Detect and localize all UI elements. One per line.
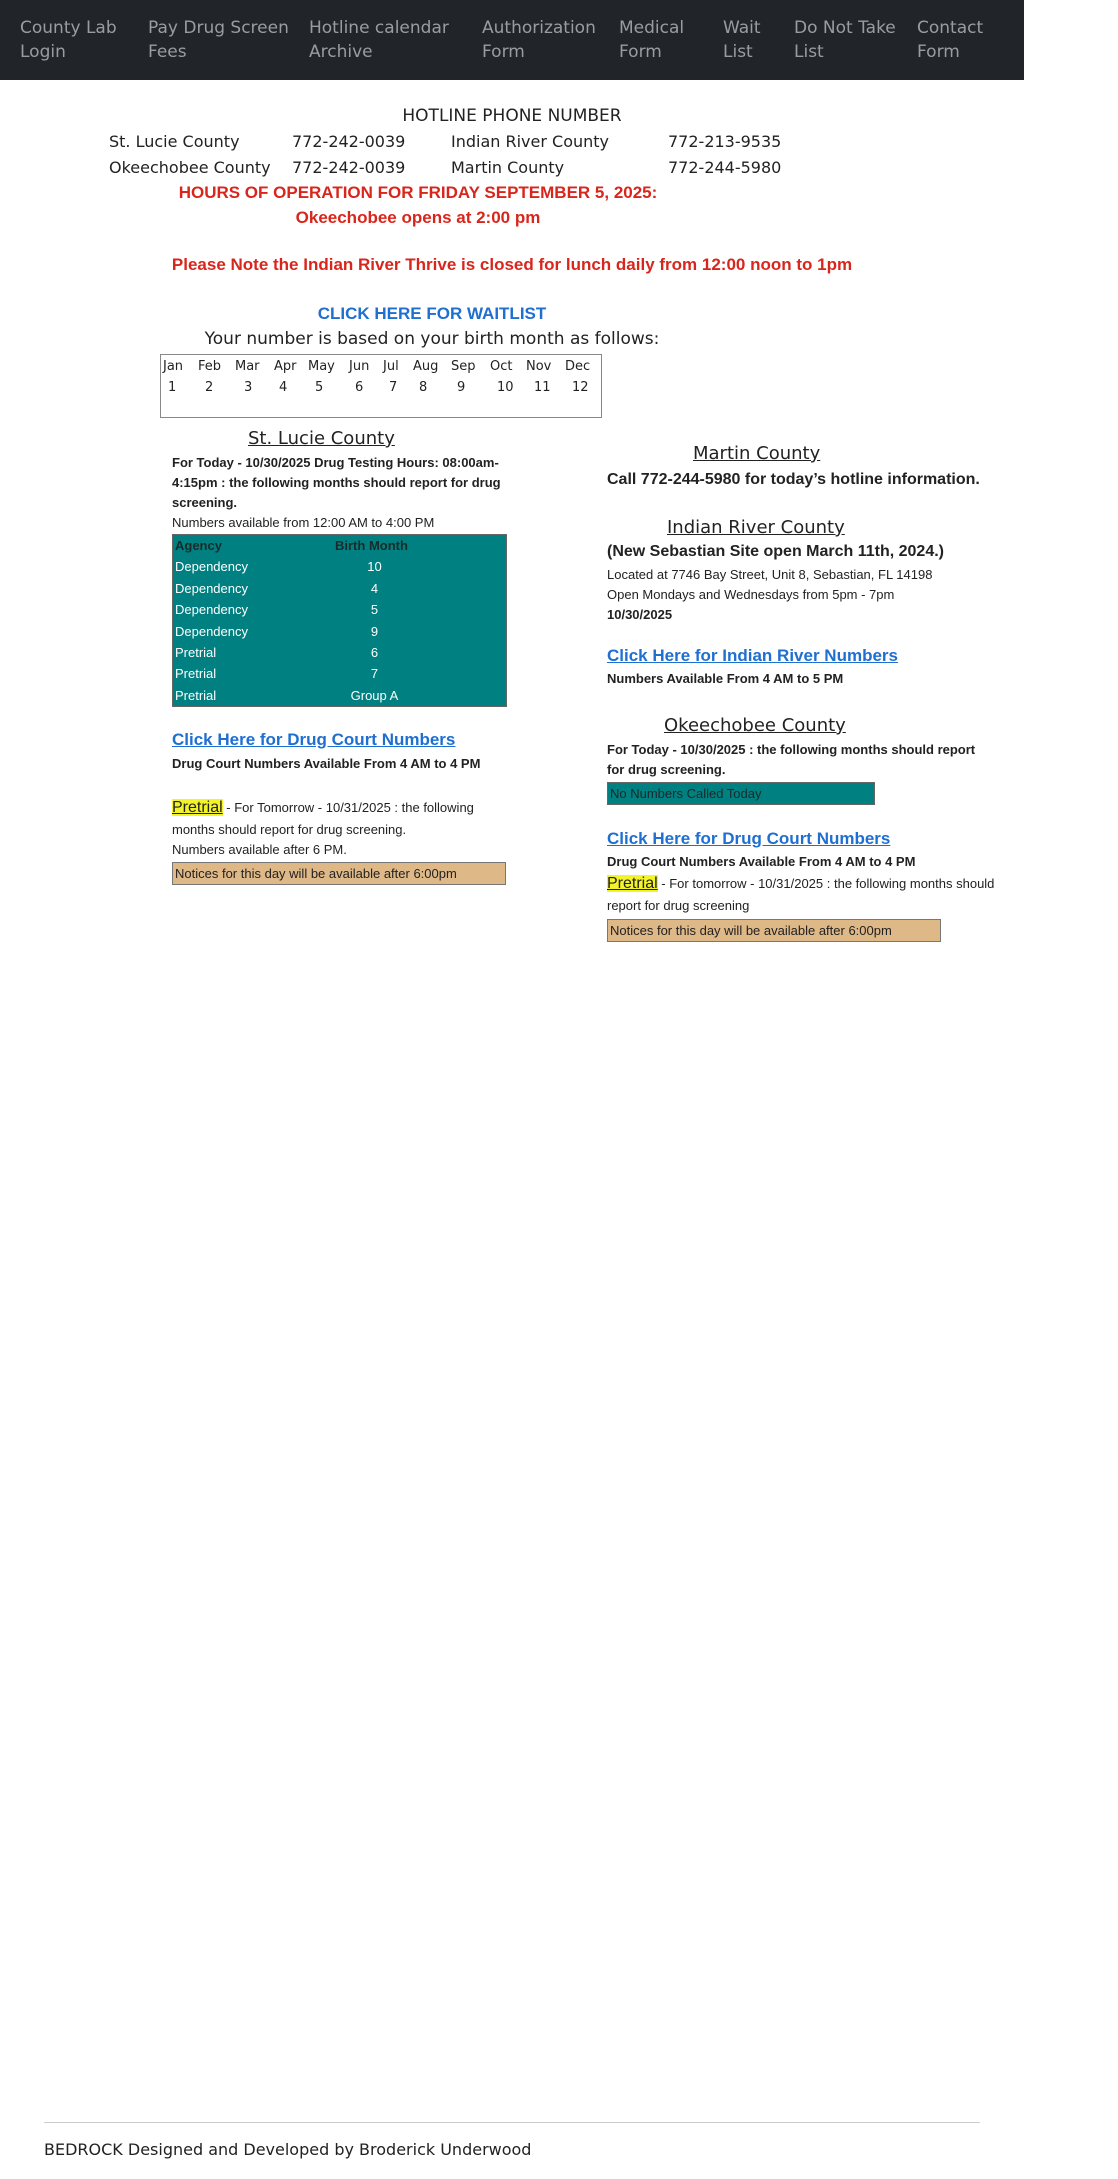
birth-month-table <box>160 354 602 418</box>
indian-river-hours: Open Mondays and Wednesdays from 5pm - 7pm <box>607 587 895 602</box>
nav-pay-drug-screen-fees[interactable]: Pay Drug Screen Fees <box>148 18 289 62</box>
table-cell-agency: Pretrial <box>175 666 217 682</box>
nav-authorization-form[interactable]: Authorization Form <box>482 18 596 62</box>
month-label: Jul <box>383 359 399 374</box>
table-row <box>173 663 506 684</box>
table-header-row <box>173 535 506 556</box>
indian-river-site-note: (New Sebastian Site open March 11th, 2024.) <box>607 543 944 560</box>
hotline-county-okeechobee: Okeechobee County <box>109 158 271 177</box>
okeechobee-drug-court-hours: Drug Court Numbers Available From 4 AM to 4 PM <box>607 854 916 869</box>
okeechobee-today-line-1: For Today - 10/30/2025 : the following months should report <box>607 742 976 757</box>
month-number: 9 <box>457 380 466 395</box>
hotline-county-st-lucie: St. Lucie County <box>109 132 240 151</box>
table-cell-agency: Pretrial <box>175 644 217 660</box>
st-lucie-today-line-2: 4:15pm : the following months should report for drug <box>172 475 501 490</box>
indian-river-numbers-hours: Numbers Available From 4 AM to 5 PM <box>607 671 844 686</box>
table-cell-agency: Dependency <box>175 580 248 596</box>
lunch-closure-notice: Please Note the Indian River Thrive is closed for lunch daily from 12:00 noon to 1pm <box>171 255 853 274</box>
pretrial-highlight: Pretrial <box>607 875 658 892</box>
table-cell-month: 6 <box>370 644 379 660</box>
table-cell-agency: Dependency <box>175 623 248 639</box>
st-lucie-today-line-3: screening. <box>172 495 238 510</box>
month-number: 7 <box>389 380 398 395</box>
table-cell-month: 9 <box>370 623 379 639</box>
month-number: 12 <box>572 380 589 395</box>
martin-heading: Martin County <box>693 443 821 464</box>
month-number: 6 <box>355 380 364 395</box>
table-cell-month: 7 <box>370 666 379 682</box>
st-lucie-drug-court-hours: Drug Court Numbers Available From 4 AM to 4 PM <box>172 756 481 771</box>
month-number: 2 <box>205 380 214 395</box>
st-lucie-heading: St. Lucie County <box>248 428 395 449</box>
hotline-phone-indian-river: 772-213-9535 <box>668 132 782 151</box>
hotline-county-martin: Martin County <box>451 158 565 177</box>
table-header-agency: Agency <box>175 538 222 553</box>
month-label: Aug <box>413 359 439 374</box>
pretrial-highlight: Pretrial <box>172 799 223 816</box>
table-row <box>173 578 506 599</box>
table-row <box>173 599 506 620</box>
month-number: 3 <box>244 380 253 395</box>
okeechobee-tomorrow-line-1: Pretrial - For tomorrow - 10/31/2025 : the following months should <box>607 875 995 892</box>
hotline-phone-st-lucie: 772-242-0039 <box>292 132 406 151</box>
okeechobee-tomorrow-notice: Notices for this day will be available after 6:00pm <box>607 919 941 942</box>
hotline-title: HOTLINE PHONE NUMBER <box>402 106 622 126</box>
month-number: 11 <box>534 380 551 395</box>
st-lucie-tomorrow-line-1: Pretrial - For Tomorrow - 10/31/2025 : the following <box>172 799 474 816</box>
nav-do-not-take-list[interactable]: Do Not Take List <box>794 18 896 62</box>
indian-river-heading: Indian River County <box>667 517 845 538</box>
nav-wait-list[interactable]: Wait List <box>723 18 761 62</box>
month-number: 10 <box>497 380 514 395</box>
indian-river-numbers-link[interactable]: Click Here for Indian River Numbers <box>607 646 898 665</box>
top-navbar <box>0 0 1024 80</box>
month-label: Dec <box>565 359 591 374</box>
okeechobee-no-numbers: No Numbers Called Today <box>607 782 875 805</box>
hours-of-operation-notice: HOURS OF OPERATION FOR FRIDAY SEPTEMBER 5, 2025: <box>178 183 658 202</box>
st-lucie-drug-court-link[interactable]: Click Here for Drug Court Numbers <box>172 730 456 749</box>
okeechobee-tomorrow-line-2: report for drug screening <box>607 898 750 913</box>
hotline-phone-martin: 772-244-5980 <box>668 158 782 177</box>
month-label: Nov <box>526 359 552 374</box>
month-number: 4 <box>279 380 288 395</box>
footer-divider <box>44 2122 980 2123</box>
table-row <box>173 642 506 663</box>
st-lucie-schedule-table <box>172 534 507 707</box>
table-cell-month: 4 <box>370 580 379 596</box>
table-row <box>173 621 506 642</box>
table-header-birth-month: Birth Month <box>335 538 408 553</box>
birth-month-note: Your number is based on your birth month as follows: <box>204 329 660 349</box>
month-number: 5 <box>315 380 324 395</box>
indian-river-address: Located at 7746 Bay Street, Unit 8, Sebastian, FL 14198 <box>607 567 933 582</box>
footer-credit: BEDROCK Designed and Developed by Broderick Underwood <box>44 2140 532 2159</box>
month-label: Apr <box>274 359 297 374</box>
table-cell-agency: Dependency <box>175 602 248 618</box>
month-label: Mar <box>235 359 260 374</box>
st-lucie-tomorrow-notice: Notices for this day will be available after 6:00pm <box>172 862 506 885</box>
martin-call-text: Call 772-244-5980 for today’s hotline information. <box>607 471 980 488</box>
waitlist-link[interactable]: CLICK HERE FOR WAITLIST <box>317 304 547 323</box>
hotline-phone-okeechobee: 772-242-0039 <box>292 158 406 177</box>
month-label: Jun <box>349 359 370 374</box>
nav-county-lab-login[interactable]: County Lab Login <box>20 18 117 62</box>
table-cell-month: 5 <box>370 602 379 618</box>
nav-hotline-calendar-archive[interactable]: Hotline calendar Archive <box>309 18 449 62</box>
month-label: Sep <box>451 359 476 374</box>
nav-contact-form[interactable]: Contact Form <box>917 18 984 62</box>
month-number: 8 <box>419 380 428 395</box>
st-lucie-tomorrow-line-2: months should report for drug screening. <box>172 822 407 837</box>
table-cell-agency: Dependency <box>175 559 248 575</box>
table-cell-agency: Pretrial <box>175 687 217 703</box>
st-lucie-tomorrow-available: Numbers available after 6 PM. <box>172 842 347 857</box>
okeechobee-opening-notice: Okeechobee opens at 2:00 pm <box>295 208 541 227</box>
okeechobee-drug-court-link[interactable]: Click Here for Drug Court Numbers <box>607 829 891 848</box>
month-label: Feb <box>198 359 222 374</box>
indian-river-date: 10/30/2025 <box>607 607 673 622</box>
okeechobee-today-line-2: for drug screening. <box>607 762 726 777</box>
month-label: Jan <box>163 359 184 374</box>
table-cell-month: 10 <box>367 559 382 575</box>
st-lucie-today-line-1: For Today - 10/30/2025 Drug Testing Hours: 08:00am- <box>172 455 499 470</box>
table-row <box>173 556 506 577</box>
okeechobee-heading: Okeechobee County <box>664 715 846 736</box>
nav-medical-form[interactable]: Medical Form <box>619 18 685 62</box>
table-cell-month: Group A <box>350 687 399 703</box>
table-row <box>173 685 506 706</box>
month-label: Oct <box>490 359 513 374</box>
st-lucie-numbers-available: Numbers available from 12:00 AM to 4:00 PM <box>172 515 435 530</box>
month-number: 1 <box>168 380 177 395</box>
month-label: May <box>308 359 335 374</box>
hotline-county-indian-river: Indian River County <box>451 132 610 151</box>
